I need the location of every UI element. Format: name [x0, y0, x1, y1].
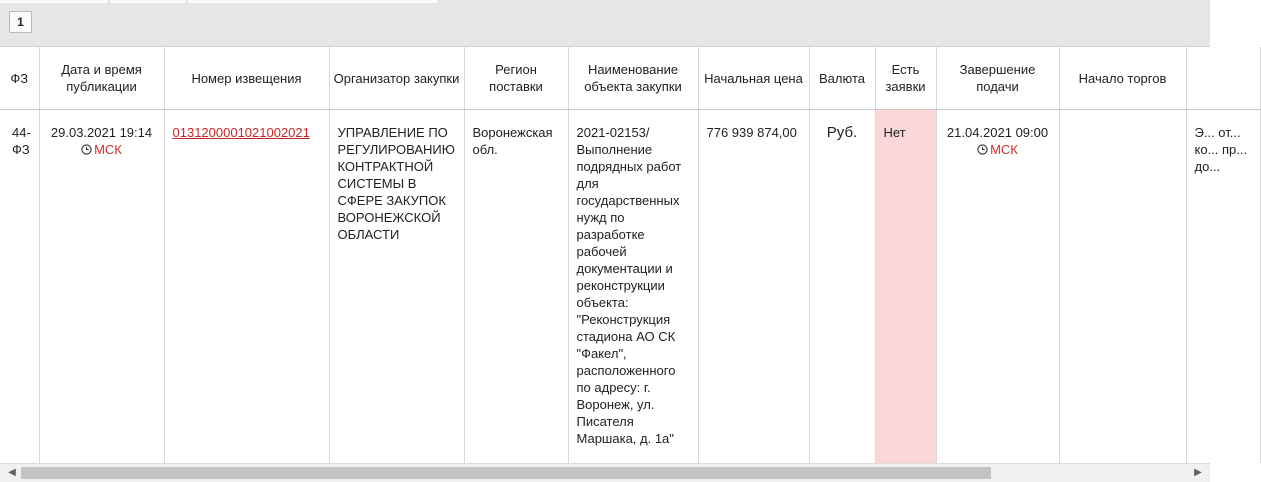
results-table	[0, 47, 1261, 463]
cell-currency: Руб.	[809, 110, 875, 463]
column-header-fz[interactable]: ФЗ	[0, 47, 39, 110]
clock-icon	[81, 144, 92, 155]
column-header-notice-number[interactable]: Номер извещения	[164, 47, 329, 110]
pagination-bar	[0, 0, 1210, 47]
column-header-currency[interactable]: Валюта	[809, 47, 875, 110]
results-table-container	[0, 47, 1248, 463]
notice-number-link[interactable]: 0131200001021002021	[172, 125, 310, 140]
column-header-bids[interactable]: Есть заявки	[875, 47, 936, 110]
cell-start	[1059, 110, 1186, 463]
clock-icon	[977, 144, 988, 155]
horizontal-scrollbar[interactable]	[0, 463, 1210, 482]
tab-stub	[0, 0, 109, 3]
cell-deadline	[936, 110, 1059, 463]
published-timezone	[48, 141, 156, 158]
cell-has-bids: Нет	[875, 110, 936, 463]
cell-organizer: УПРАВЛЕНИЕ ПО РЕГУЛИРОВАНИЮ КОНТРАКТНОЙ СИСТЕМЫ В СФЕРЕ ЗАКУПОК ВОРОНЕЖСКОЙ ОБЛАСТИ	[329, 110, 464, 463]
cell-fz: 44-ФЗ	[0, 110, 39, 463]
published-timezone-label: МСК	[94, 142, 122, 157]
page-button-current[interactable]: 1	[9, 11, 32, 33]
cell-region: Воронежская обл.	[464, 110, 568, 463]
cell-notice-number	[164, 110, 329, 463]
column-header-start[interactable]: Начало торгов	[1059, 47, 1186, 110]
cell-published	[39, 110, 164, 463]
column-header-region[interactable]: Регион поставки	[464, 47, 568, 110]
column-header-overflow	[1186, 47, 1260, 110]
cell-price: 776 939 874,00	[698, 110, 809, 463]
column-header-published[interactable]: Дата и время публикации	[39, 47, 164, 110]
column-header-price[interactable]: Начальная цена	[698, 47, 809, 110]
table-header-row	[0, 47, 1260, 110]
column-header-deadline[interactable]: Завершение подачи	[936, 47, 1059, 110]
tab-stub	[110, 0, 187, 3]
column-header-object[interactable]: Наименование объекта закупки	[568, 47, 698, 110]
deadline-timezone-label: МСК	[990, 142, 1018, 157]
published-date: 29.03.2021 19:14	[50, 125, 153, 140]
column-header-organizer[interactable]: Организатор закупки	[329, 47, 464, 110]
deadline-date: 21.04.2021 09:00	[946, 125, 1049, 140]
chevron-right-icon[interactable]: ▶	[1194, 467, 1202, 478]
table-row[interactable]	[0, 110, 1260, 463]
cell-overflow: Э... от... ко... пр... до...	[1186, 110, 1260, 463]
tab-stub	[188, 0, 439, 3]
chevron-left-icon[interactable]: ◀	[8, 467, 16, 478]
cell-object: 2021-02153/ Выполнение подрядных работ для государственных нужд по разработке рабочей документации и реконструкции объекта: "Реконструкция стадиона АО СК "Факел", расположенного по адресу: г. Воронеж, ул. Писателя Маршака, д. 1а"	[568, 110, 698, 463]
scrollbar-thumb[interactable]	[21, 467, 991, 479]
deadline-timezone	[945, 141, 1051, 158]
